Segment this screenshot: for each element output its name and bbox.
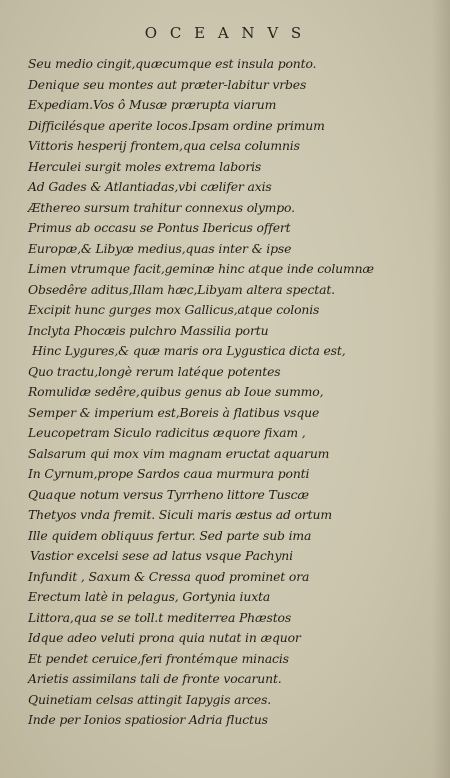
verse-line: Infundit , Saxum & Cressa quod prominet ora <box>28 568 310 584</box>
verse-line: Excipit hunc gurges mox Gallicus,atque colonis <box>28 302 320 317</box>
verse-line: Limen vtrumque facit,geminæ hinc atque inde columnæ <box>28 261 374 276</box>
verse-line: Difficilésque aperite locos.Ipsam ordine primum <box>28 117 325 133</box>
verse-line: Salsarum qui mox vim magnam eructat aquarum <box>28 445 330 461</box>
verse-line: Semper & imperium est,Boreis à flatibus vsque <box>28 404 320 420</box>
verse-line: Æthereo sursum trahitur connexus olympo. <box>28 199 295 215</box>
verse-line: Primus ab occasu se Pontus Ibericus offert <box>28 220 291 235</box>
verse-line: Expediam.Vos ô Musæ prærupta viarum <box>28 97 277 112</box>
verse-line: Vittoris hesperij frontem,qua celsa columnis <box>28 138 300 153</box>
verse-line: Idque adeo veluti prona quia nutat in æquor <box>28 630 301 645</box>
verse-line: Herculei surgit moles extrema laboris <box>28 158 262 174</box>
verse-line: Obsedêre aditus,Illam hæc,Libyam altera spectat. <box>28 281 335 297</box>
verse-line: Hinc Lygures,& quæ maris ora Lygustica dicta est, <box>32 343 346 358</box>
verse-line: Europæ,& Libyæ medius,quas inter & ipse <box>28 240 292 256</box>
verse-line: Inde per Ionios spatiosior Adria fluctus <box>28 712 268 727</box>
verse-line: Quaque notum versus Tyrrheno littore Tuscæ <box>28 486 309 502</box>
verse-text <box>28 54 374 731</box>
verse-line: Quo tractu,longè rerum latéque potentes <box>28 363 281 379</box>
verse-line: Ad Gades & Atlantiadas,vbi cælifer axis <box>28 179 272 194</box>
page-edge-shadow <box>432 0 450 778</box>
verse-line: Leucopetram Siculo radicitus æquore fixam , <box>28 425 306 440</box>
verse-line: Littora,qua se se toll.t mediterrea Phæstos <box>28 609 292 625</box>
verse-line: Seu medio cingit,quæcumque est insula ponto. <box>28 56 317 71</box>
verse-line: Romulidæ sedêre,quibus genus ab Ioue summo, <box>28 384 324 399</box>
verse-line: Denique seu montes aut præter-labitur vrbes <box>28 76 307 92</box>
verse-line: Thetyos vnda fremit. Siculi maris æstus ad ortum <box>28 507 332 522</box>
verse-line: Quinetiam celsas attingit Iapygis arces. <box>28 691 272 707</box>
verse-line: Arietis assimilans tali de fronte vocarunt. <box>28 671 282 686</box>
verse-line: Erectum latè in pelagus, Gortynia iuxta <box>28 589 271 604</box>
verse-line: In Cyrnum,prope Sardos caua murmura ponti <box>28 466 310 481</box>
verse-line: Inclyta Phocæis pulchro Massilia portu <box>28 322 269 338</box>
page-title: O C E A N V S <box>144 24 306 42</box>
verse-line: Vastior excelsi sese ad latus vsque Pachyni <box>30 548 293 563</box>
verse-line: Ille quidem obliquus fertur. Sed parte sub ima <box>28 527 312 543</box>
verse-line: Et pendet ceruice,feri frontémque minacis <box>28 650 289 666</box>
